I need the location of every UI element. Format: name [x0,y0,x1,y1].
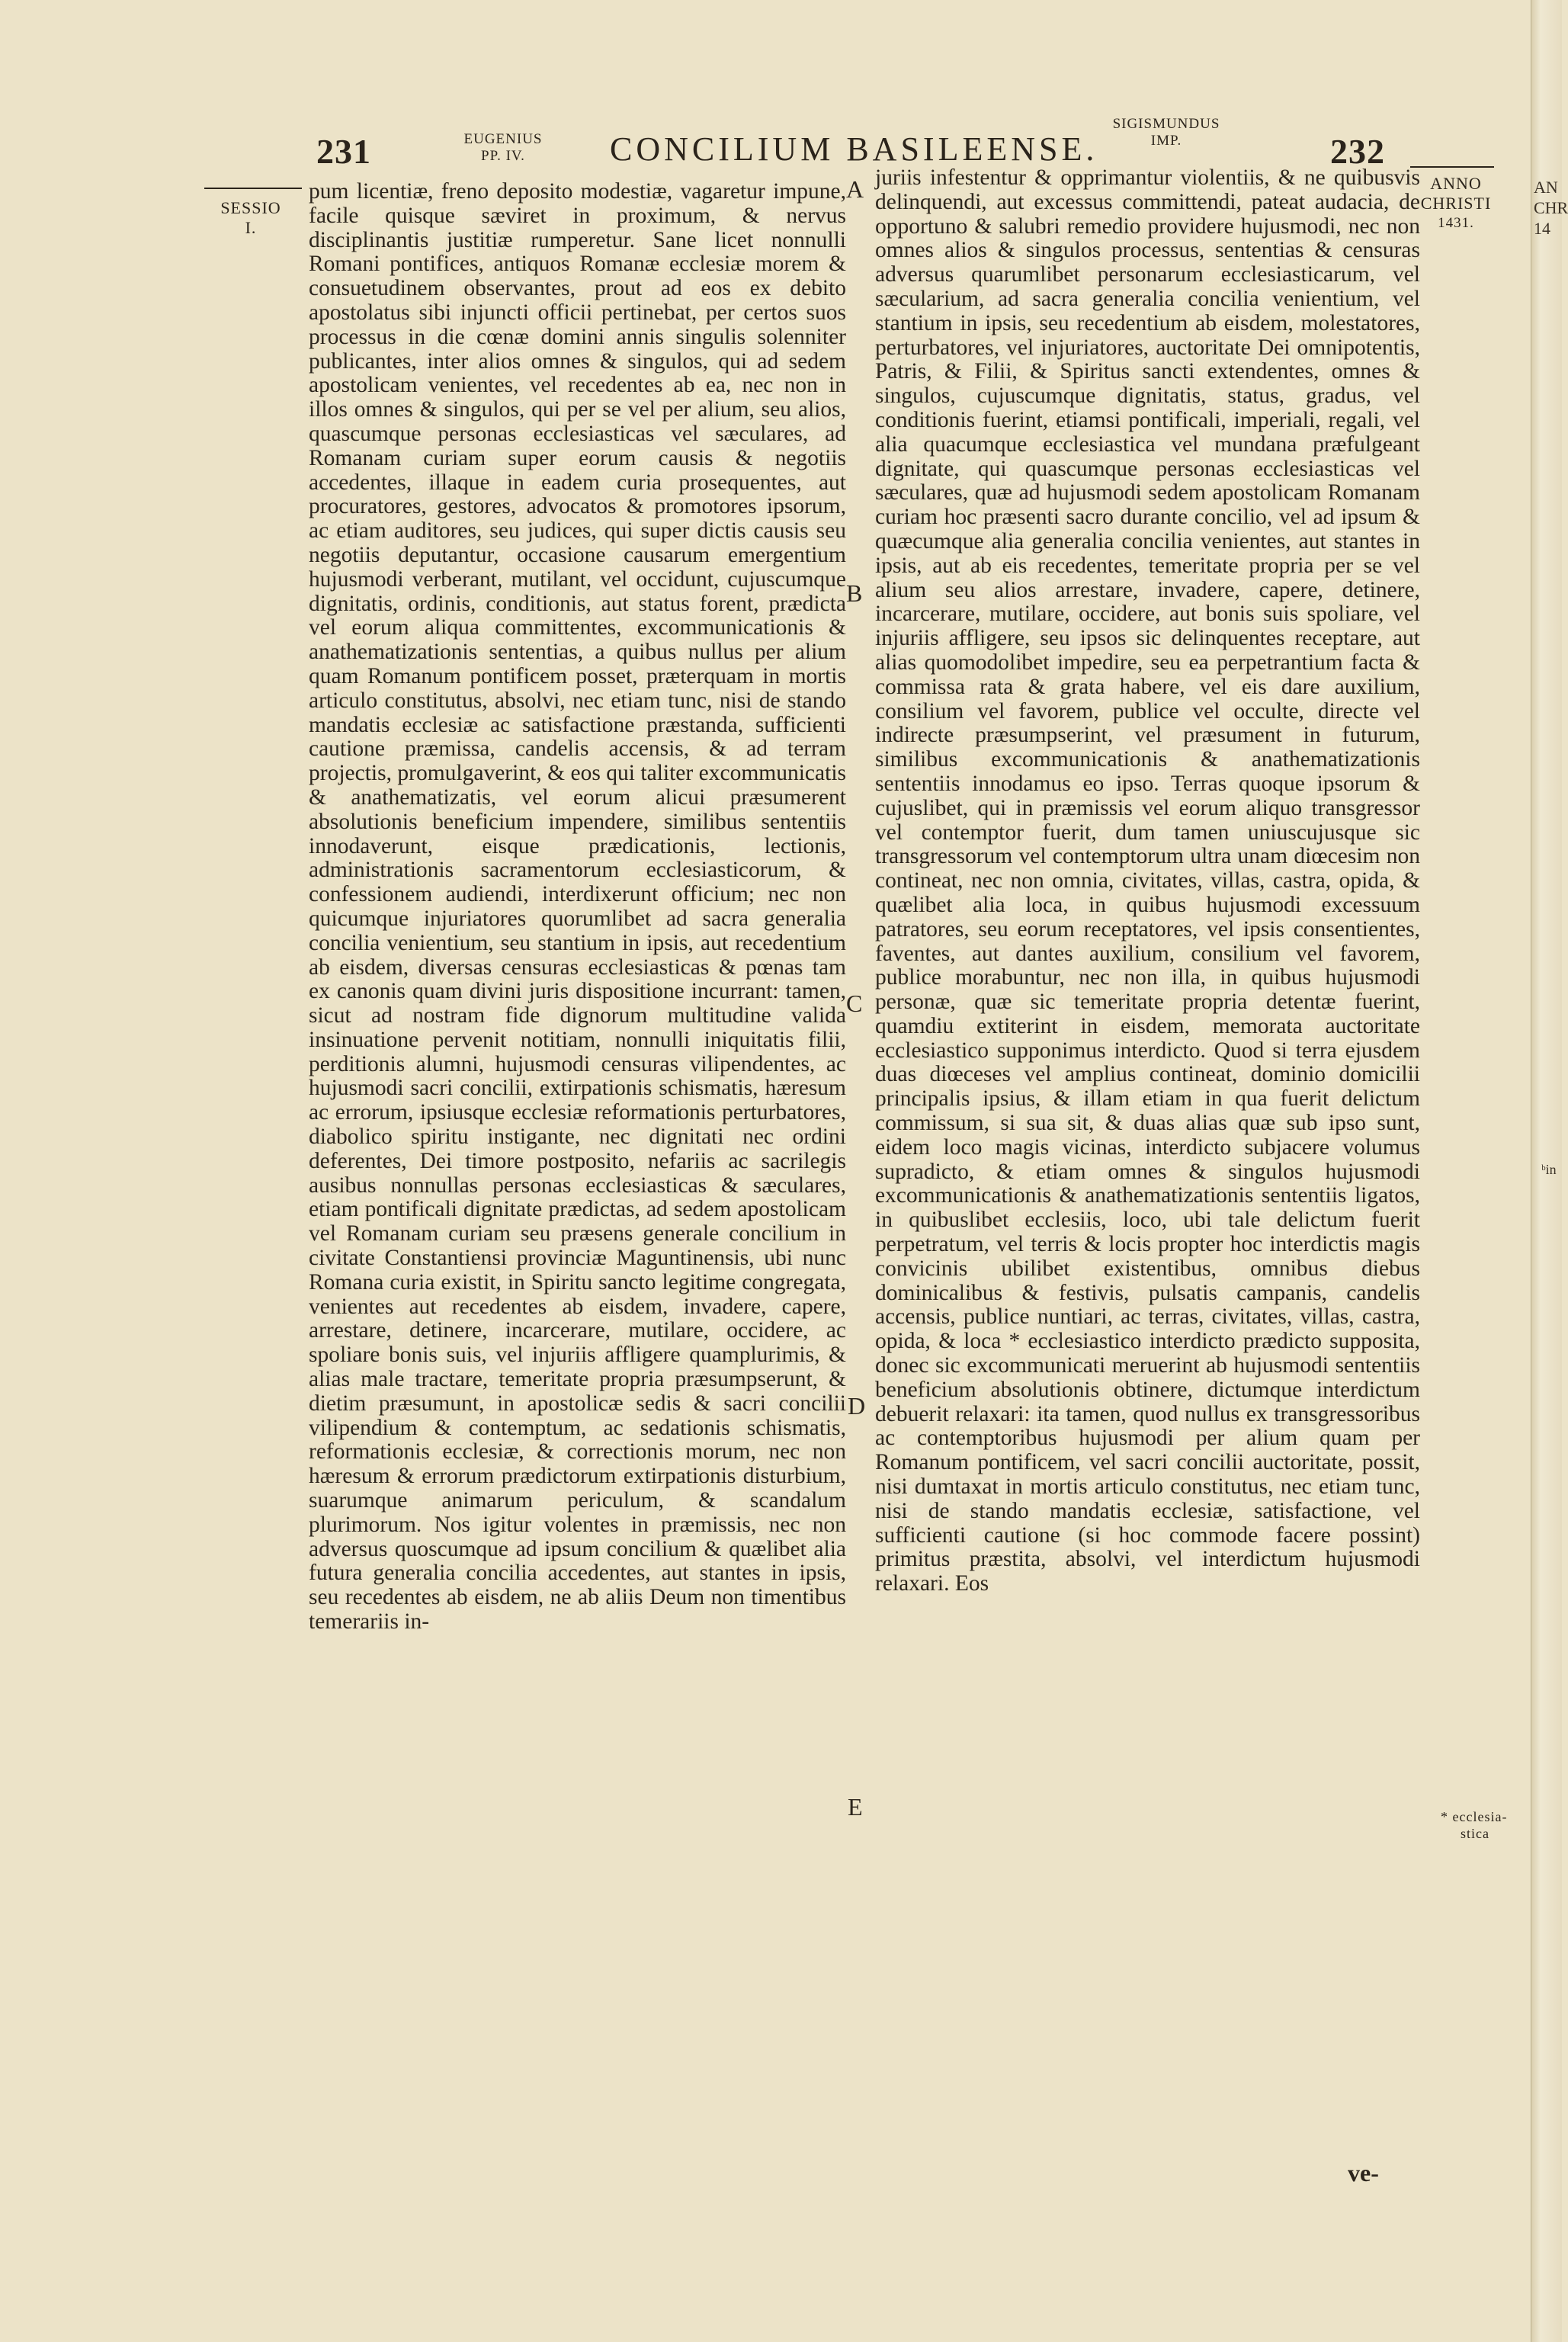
page-number-left: 231 [316,132,371,171]
anno-christi-label: ANNO CHRISTI 1431. [1420,174,1492,231]
margin-note: * ecclesia- stica [1441,1809,1508,1841]
catchword: ve- [1348,2159,1379,2186]
running-head-left: EUGENIUS PP. IV. [463,131,543,164]
section-letter-d: D [848,1392,866,1420]
section-letter-b: B [846,579,863,607]
margin-rule-left [204,188,302,189]
left-text-column [309,180,846,1635]
edge-note: ᵇin [1541,1162,1557,1177]
section-letter-c: C [846,990,863,1017]
margin-rule-right [1410,166,1494,168]
edge-anno-label: AN CHR 14 [1534,178,1568,238]
left-column-text: pum licentiæ, freno deposito modestiæ, vagaretur impune, facile quisque sæviret in proximum, & nervus disciplinantis justitiæ rumperetur. Sane licet nonnulli Romani pontifices, antiquos Romanæ ecclesiæ morem & consuetudinem observantes, prout ad eos ex debito apostolatus sibi injuncti officii pertinebat, per certos suos processus in die cœnæ domini annis singulis solenniter publicantes, inter alios omnes & singulos, qui ad sedem apostolicam venientes, vel recedentes ab ea, nec non in illos omnes & singulos, qui per se vel per alium, seu alios, quascumque personas ecclesiasticas vel sæculares, ad Romanam curiam super eorum causis & negotiis accedentes, illaque in eadem curia prosequentes, aut procuratores, gestores, advocatos & promotores ipsorum, ac etiam auditores, seu judices, qui super dictis causis seu negotiis deputantur, occasione causarum emergentium hujusmodi verberant, mutilant, vel occidunt, cujuscumque dignitatis, ordinis, conditionis, aut status forent, prædicta vel eorum aliqua committentes, excommunicationis & anathematizationis sententias, a quibus nullus per alium quam Romanum pontificem posset, præterquam in mortis articulo constitutus, absolvi, nec etiam tunc, nisi de stando mandatis ecclesiæ ac satisfactione præstanda, sufficienti cautione præmissa, candelis accensis, & ad terram projectis, promulgaverint, & eos qui taliter excommunicatis & anathematizatis, vel eorum alicui præsumerent absolutionis beneficium impendere, similibus sententiis innodaverunt, eisque prædicationis, lectionis, administrationis sacramentorum ecclesiasticorum, & confessionem audiendi, interdixerunt officium; nec non quicumque injuriatores quorumlibet ad sacra generalia concilia venientium, seu stantium in ipsis, aut recedentium ab eisdem, diversas censuras ecclesiasticas & pœnas tam ex canonis quam divini juris dispositione incurrant: tamen, sicut ad nostram fide dignorum multitudine valida insinuatione pervenit notitiam, nonnulli iniquitatis filii, perditionis alumni, hujusmodi censuras vilipendentes, ac hujusmodi sacri concilii, extirpationis schismatis, hæresum ac errorum, ipsiusque ecclesiæ reformationis perturbatores, diabolico spiritu instigante, nec dignitati nec ordini deferentes, Dei timore postposito, nefariis ac sacrilegis ausibus nonnullas personas ecclesiasticas & sæculares, etiam pontificali dignitate prædictas, ad sedem apostolicam vel Romanam curiam seu præsens generale concilium in civitate Constantiensi provinciæ Maguntinensis, ubi nunc Romana curia existit, in Spiritu sancto legitime congregata, venientes aut recedentes ab eisdem, invadere, capere, arrestare, detinere, incarcerare, mutilare, occidere, ac spoliare bonis suis, vel injuriis affligere quamplurimis, & alias male tractare, temeritate propria præsumpserunt, & dietim præsumunt, in apostolicæ sedis & sacri concilii vilipendium & contemptum, ac sedationis schismatis, reformationis ecclesiæ, & correctionis morum, nec non hæresum & errorum prædictorum extirpationis disturbium, suarumque animarum periculum, & scandalum plurimorum. Nos igitur volentes in præmissis, nec non adversus quoscumque ad ipsum concilium & quælibet alia futura generalia concilia accedentes, aut stantes in ipsis, seu recedentes ab eisdem, ne ab aliis Deum non timentibus temerariis in- [309,179,846,1635]
session-label: SESSIO I. [220,198,281,237]
page-title: CONCILIUM BASILEENSE. [610,130,1098,168]
page-number-right: 232 [1330,132,1385,171]
right-column-text: juriis infestentur & opprimantur violentiis, & ne quibusvis delinquendi, aut excessus committendi, pateat audacia, de opportuno & salubri remedio providere hujusmodi, nec non omnes alios & singulos processus, sententias & censuras adversus quarumlibet personarum ecclesiasticarum, vel sæcularium, ad sacra generalia concilia venientium, vel stantium in ipsis, seu recedentium ab eisdem, molestatores, perturbatores, vel injuriatores, auctoritate Dei omnipotentis, Patris, & Filii, & Spiritus sancti extendentes, omnes & singulos, cujuscumque dignitatis, status, gradus, vel conditionis fuerint, etiamsi pontificali, imperiali, regali, vel alia quacumque ecclesiastica vel mundana præfulgeant dignitate, qui quascumque personas ecclesiasticas vel sæculares, quæ ad hujusmodi sedem apostolicam Romanam curiam hoc præsenti sacro durante concilio, vel ad ipsum & quæcumque alia generalia concilia venientes, aut stantes in ipsis, aut ab eis recedentes, temeritate propria per se vel alium seu alios arrestare, invadere, capere, detinere, incarcerare, mutilare, occidere, aut bonis suis spoliare, vel injuriis affligere, seu ipsos sic delinquentes receptare, aut alias quomodolibet impedire, seu ea perpetrantium facta & commissa rata & grata habere, vel eis dare auxilium, consilium vel favorem, publice vel occulte, directe vel indirecte præsumpserint, vel præsument in futurum, similibus excommunicationis & anathematizationis sententiis innodamus eo ipso. Terras quoque ipsorum & cujuslibet, qui in præmissis vel eorum aliquo transgressor vel contemptor fuerit, dum tamen uniuscujusque sic transgressorum vel contemptorum ultra unam diœcesim non contineat, nec non omnia, civitates, villas, castra, opida, & quælibet alia loca, in quibus hujusmodi excessuum patratores, seu eorum receptatores, vel ipsis consentientes, faventes, aut dantes auxilium, consilium vel favorem, publice morabuntur, nec non illa, in quibus hujusmodi personæ, quæ sic temeritate propria detentæ fuerint, quamdiu extiterint in eisdem, memorata auctoritate ecclesiastico supponimus interdicto. Quod si terra ejusdem duas diœceses vel amplius contineat, dominio domicilii principalis ipsius, & illam etiam in qua fuerit delictum commissum, si sua sit, & duas alias quæ sub ipso sunt, eidem loco magis vicinas, interdicto subjacere volumus supradicto, & etiam omnes & singulos hujusmodi excommunicationis & anathematizationis sententiis ligatos, in quibuslibet ecclesiis, loco, ubi tale delictum fuerit perpetratum, vel terris & locis propter hoc interdictis magis convicinis ubilibet existentibus, omnibus diebus dominicalibus & festivis, pulsatis campanis, candelis accensis, publice nuntiari, ac terras, civitates, villas, castra, opida, & loca * ecclesiastico interdicto prædicto supposita, donec sic excommunicati meruerint ab hujusmodi sententiis beneficium absolutionis obtinere, dictumque interdictum debuerit relaxari: ita tamen, quod nullus ex transgressoribus ac contemptoribus hujusmodi per alium quam per Romanum pontificem, vel sacri concilii auctoritate, possit, nisi dumtaxat in mortis articulo constitutus, nec etiam tunc, nisi de stando mandatis ecclesiæ, satisfactione, vel sufficienti cautione (si hoc commode facere possint) primitus præstita, absolvi, vel interdictum hujusmodi relaxari. Eos [875,165,1420,1596]
section-letter-e: E [848,1793,863,1821]
section-letter-a: A [846,175,864,203]
right-text-column [875,166,1420,1596]
running-head-right: SIGISMUNDUS IMP. [1112,116,1220,149]
